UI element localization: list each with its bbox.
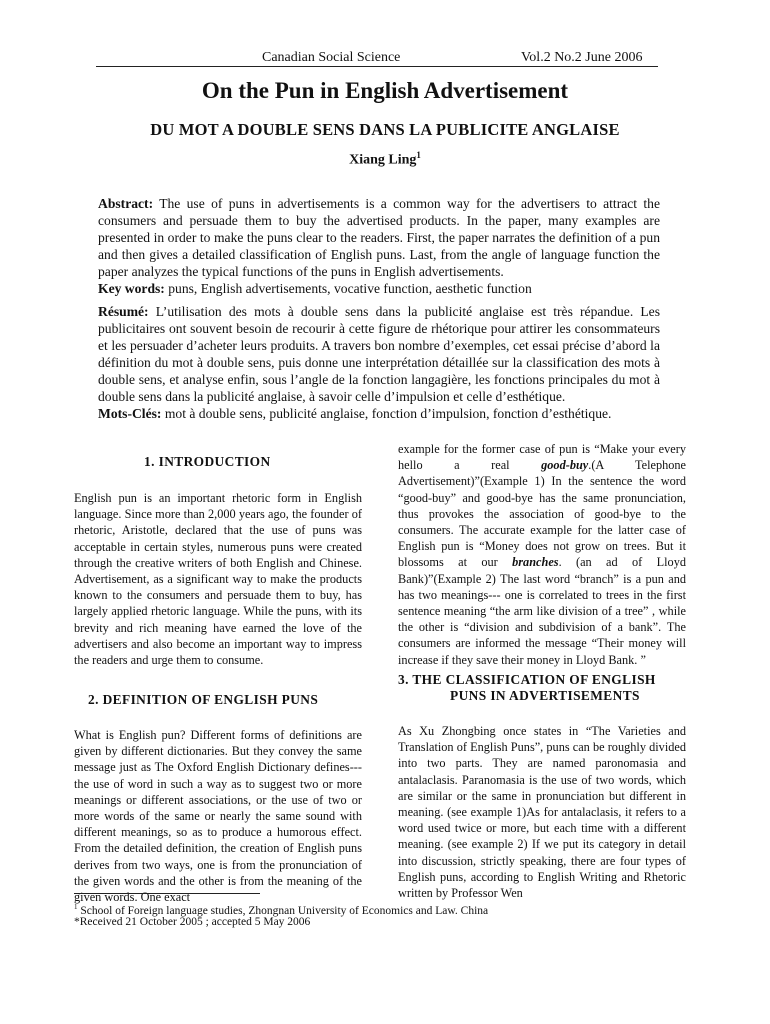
author (0, 150, 770, 169)
example-text-part-3: . (an ad of Lloyd Bank)”(Example 2) The last word “branch” is a pun and has two meanings--- one is correlated to trees in the first sentence meaning “the arm like division of a tree” , while the other is “division and subdivision of a bank”. The consumers are informed the message “Their money will increase if they save their money in Lloyd Bank. ” (398, 555, 686, 667)
resume (98, 303, 660, 405)
keywords-text: puns, English advertisements, vocative function, aesthetic function (164, 281, 532, 296)
section-3-heading-line-2: PUNS IN ADVERTISEMENTS (450, 688, 640, 703)
section-2-text: What is English pun? Different forms of definitions are given by different dictionaries. But they convey the same message just as The Oxford English Dictionary defines---the use of word in such a way as to suggest two or more meanings or different associations, or the use of two or more words of the same or nearly the same sound with different meanings, so as to produce a humorous effect. From the detailed definition, the creation of English puns derives from two ways, one is from the pronunciation of the given words and the other is from the meaning of the given words. One exact (74, 728, 362, 905)
footnote-rule (74, 893, 260, 894)
mots-cles-text: mot à double sens, publicité anglaise, fonction d’impulsion, fonction d’esthétique. (161, 406, 612, 421)
abstract-block (98, 195, 660, 297)
resume-text: L’utilisation des mots à double sens dans la publicité anglaise est très répandue. Les publicitaires ont souvent besoin de recourir à cette figure de rhétorique pour attirer les consommateurs et les persuader d’acheter leurs produits. A travers bon nombre d’exemples, cet essai précise d’abord la définition du mot à double sens, puis donne une interprétation détaillée sur la classification des mots à double sens, et analyse enfin, sous l’angle de la fonction langagière, les fonctions principales du mot à double sens dans la publicité anglaise, à savoir celle d’impulsion et celle d’esthétique. (98, 304, 660, 404)
section-2-body (74, 727, 362, 905)
section-1-body (74, 490, 362, 668)
keywords (98, 280, 660, 297)
journal-name: Canadian Social Science (262, 50, 401, 65)
footnote-received: *Received 21 October 2005 ; accepted 5 May 2006 (74, 916, 311, 928)
resume-block (98, 303, 660, 422)
example-2-pun: branches (512, 555, 559, 570)
section-1-text: English pun is an important rhetoric form in English language. Since more than 2,000 years ago, the founder of rhetoric, Aristotle, declared that the use of puns was acceptable in certain styles, numerous puns were created through the creative writers of both English and Chinese. Advertisement, as a significant way to make the products known to the consumers and persuade them to buy, has largely applied rhetoric language. While the puns, with its brevity and rich meaning have earned the love of the advertisers and also become an important way to impress the readers and urge them to consume. (74, 491, 362, 668)
example-1-pun: good-buy (541, 458, 589, 473)
abstract-text: The use of puns in advertisements is a common way for the advertisers to attract the consumers and persuade them to buy the advertised products. In the paper, many examples are presented in order to make the puns clear to the readers. First, the paper narrates the definition of a pun and then gives a detailed classification of English puns. Last, from the angle of language function the paper analyzes the typical functions of the puns in English advertisements. (98, 196, 660, 279)
footnote-mark: 1 (74, 903, 78, 911)
mots-cles (98, 405, 660, 422)
section-3-heading-line-1: 3. THE CLASSIFICATION OF ENGLISH (398, 672, 656, 687)
section-3-body (398, 723, 686, 901)
section-1-heading: 1. INTRODUCTION (144, 454, 271, 469)
section-2-continued-text (398, 441, 686, 668)
author-footnote-mark: 1 (416, 150, 421, 160)
section-2-continued (398, 441, 686, 668)
author-name: Xiang Ling (349, 152, 417, 168)
header-rule (96, 66, 658, 67)
paper-subtitle: DU MOT A DOUBLE SENS DANS LA PUBLICITE ANGLAISE (150, 120, 620, 139)
keywords-label: Key words: (98, 281, 165, 296)
issue-info: Vol.2 No.2 June 2006 (521, 50, 643, 65)
section-3-text: As Xu Zhongbing once states in “The Varieties and Translation of English Puns”, puns can be roughly divided into two parts. They are named paronomasia and antalaclasis. Paranomasia is the use of two words, which are similar or the same in pronunciation but different in meaning. (see example 1)As for antalaclasis, it refers to a word used twice or more, but each time with a different meaning. (see example 2) If we put its category in detail into discussion, strictly speaking, there are four types of English puns, according to English Writing and Rhetoric written by Professor Wen (398, 724, 686, 901)
abstract (98, 195, 660, 280)
paper-title: On the Pun in English Advertisement (201, 78, 569, 103)
example-text-part-2: .(A Telephone Advertisement)”(Example 1) In the sentence the word “good-buy” and good-bye has the same pronunciation, thus provokes the association of good-bye to the consumers. The accurate example for the latter case of English pun is “Money does not grow on trees. But it blossoms at our (398, 458, 686, 570)
example-text-part-1: example for the former case of pun is “Make your every hello a real (398, 442, 686, 473)
mots-cles-label: Mots-Clés: (98, 406, 162, 421)
abstract-label: Abstract: (98, 196, 154, 211)
section-2-heading: 2. DEFINITION OF ENGLISH PUNS (88, 692, 319, 707)
footnote-affiliation-text: School of Foreign language studies, Zhongnan University of Economics and Law. China (77, 904, 489, 917)
resume-label: Résumé: (98, 304, 149, 319)
